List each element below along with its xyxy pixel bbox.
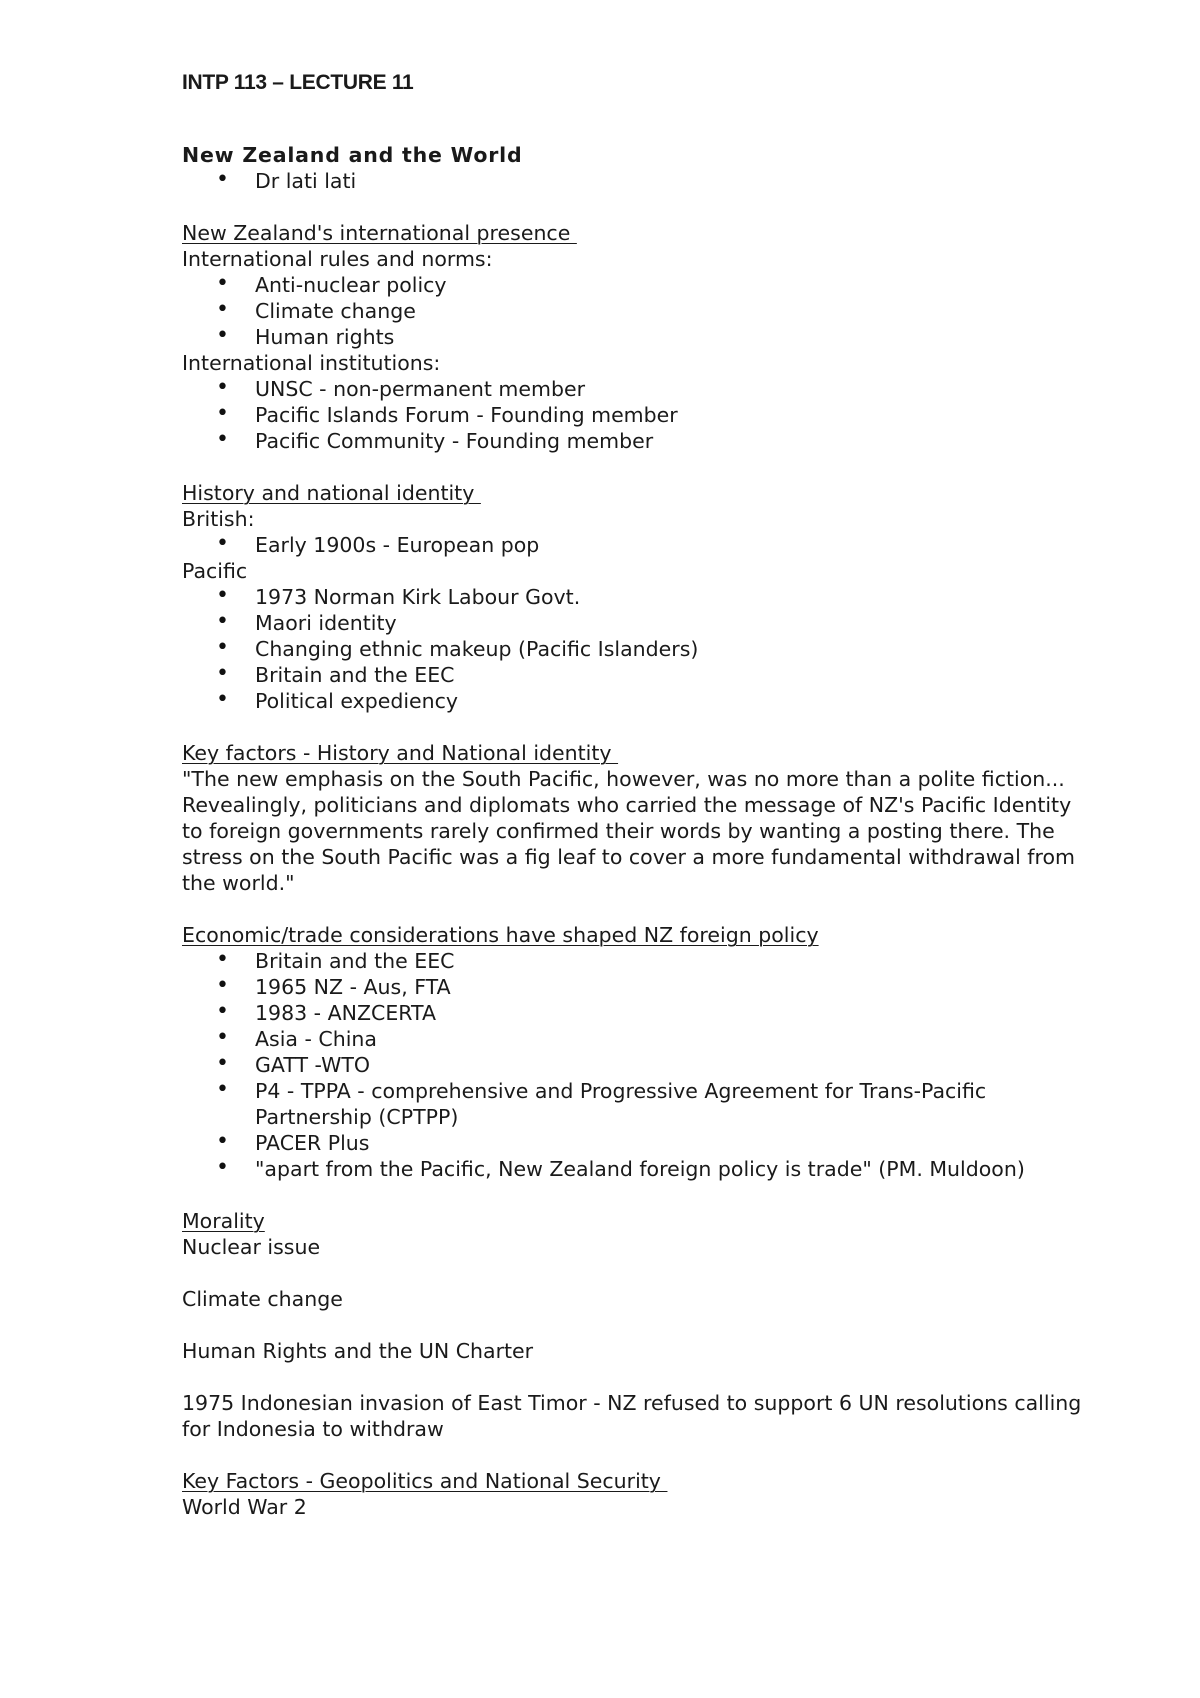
list-item: • Asia - China xyxy=(182,1026,1082,1052)
rules-label: International rules and norms: xyxy=(182,247,493,271)
document-title: New Zealand and the World xyxy=(182,143,523,167)
section-geopolitics xyxy=(182,1468,1082,1520)
east-timor-paragraph: 1975 Indonesian invasion of East Timor - NZ refused to support 6 UN resolutions calling for Indonesia to withdraw xyxy=(182,1391,1088,1441)
course-header: INTP 113 – LECTURE 11 xyxy=(182,71,414,94)
list-item: • Political expediency xyxy=(182,688,1082,714)
section-morality xyxy=(182,1208,1088,1442)
section-heading: Key Factors - Geopolitics and National Security xyxy=(182,1469,668,1493)
list-item: • Anti-nuclear policy xyxy=(182,272,1082,298)
list-item: • Britain and the EEC xyxy=(182,662,1082,688)
climate-change: Climate change xyxy=(182,1287,343,1311)
section-heading: New Zealand's international presence xyxy=(182,221,577,245)
rules-list xyxy=(182,272,1082,350)
list-item: • 1983 - ANZCERTA xyxy=(182,1000,1082,1026)
list-item: • Changing ethnic makeup (Pacific Islanders) xyxy=(182,636,1082,662)
list-item: • Maori identity xyxy=(182,610,1082,636)
list-item: • UNSC - non-permanent member xyxy=(182,376,1082,402)
section-history-identity xyxy=(182,480,1082,714)
list-item: • 1973 Norman Kirk Labour Govt. xyxy=(182,584,1082,610)
list-item: • Pacific Islands Forum - Founding member xyxy=(182,402,1082,428)
british-label: British: xyxy=(182,507,255,531)
lecturer-name: • Dr lati lati xyxy=(182,168,1082,194)
human-rights: Human Rights and the UN Charter xyxy=(182,1339,534,1363)
trade-list xyxy=(182,948,1082,1182)
list-item: • P4 - TPPA - comprehensive and Progressive Agreement for Trans-Pacific Partnership (CPTPP) xyxy=(182,1078,1082,1130)
world-war-2: World War 2 xyxy=(182,1495,307,1519)
lecture-notes xyxy=(182,70,1088,1520)
section-heading: Key factors - History and National identity xyxy=(182,741,619,765)
british-list xyxy=(182,532,1082,558)
list-item: • Pacific Community - Founding member xyxy=(182,428,1082,454)
section-heading: Morality xyxy=(182,1209,265,1233)
list-item: • "apart from the Pacific, New Zealand foreign policy is trade" (PM. Muldoon) xyxy=(182,1156,1082,1182)
section-key-factors-history xyxy=(182,740,1082,896)
quote-paragraph: "The new emphasis on the South Pacific, however, was no more than a polite fiction... Revealingly, politicians and diplomats who carried the message of NZ's Pacific Identity to foreign governments rarely confirmed their words by wanting a posting there. The stress on the South Pacific was a fig leaf to cover a more fundamental withdrawal from the world." xyxy=(182,767,1082,895)
list-item: • Britain and the EEC xyxy=(182,948,1082,974)
list-item: • Human rights xyxy=(182,324,1082,350)
list-item: • GATT -WTO xyxy=(182,1052,1082,1078)
list-item: • 1965 NZ - Aus, FTA xyxy=(182,974,1082,1000)
list-item: • Early 1900s - European pop xyxy=(182,532,1082,558)
institutions-list xyxy=(182,376,1082,454)
section-international-presence xyxy=(182,220,1082,454)
institutions-label: International institutions: xyxy=(182,351,441,375)
section-heading: History and national identity xyxy=(182,481,481,505)
pacific-list xyxy=(182,584,1082,714)
section-heading: Economic/trade considerations have shaped NZ foreign policy xyxy=(182,923,819,947)
pacific-label: Pacific xyxy=(182,559,248,583)
list-item: • PACER Plus xyxy=(182,1130,1082,1156)
nuclear-issue: Nuclear issue xyxy=(182,1235,321,1259)
section-economic-trade xyxy=(182,922,1082,1182)
lecturer-list xyxy=(182,168,1082,194)
list-item: • Climate change xyxy=(182,298,1082,324)
